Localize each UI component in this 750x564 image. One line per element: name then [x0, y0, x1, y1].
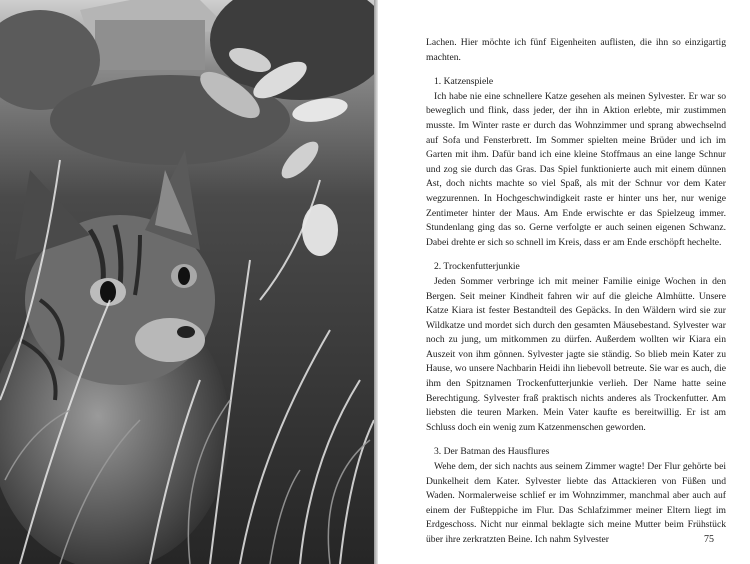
intro-paragraph: Lachen. Hier möchte ich fünf Eigenheiten auflisten, die ihn so einzigartig machten.	[426, 37, 726, 63]
section-heading: 2. Trockenfutterjunkie	[434, 261, 520, 273]
section-paragraph: Ich habe nie eine schnellere Katze gesehen als meinen Sylvester. Er war so beweglich und flink, dass jeder, der ihn in Aktion erlebte, mir zustimmen musste. Im Winter raste er durch das Wohnzimmer und sprang abwechselnd auf Sofa und Fensterbrett. Im Sommer spielten meine Brüder und ich im Garten mit ihm. Dafür band ich eine kleine Stoffmaus an eine lange Schnur und zog sie durch das Gras. Das Spiel funktionierte auch mit einem dünnen Ast, doch nichts machte so viel Spaß, als mit der Schnur vor dem Kater wegzurennen. In Hochgeschwindigkeit raste er hinter uns her, nur wenige Zentimeter hinter der Maus. Am Ende erwischte er das Spielzeug immer. Stundenlang ging das so. Gerne verfolgte er auch seinen eigenen Schwanz. Dabei drehte er sich so schnell im Kreis, dass er am Ende erschöpft hechelte.	[426, 90, 726, 248]
cat-photo-image	[0, 0, 374, 564]
page-number: 75	[704, 534, 714, 545]
section-paragraph: Jeden Sommer verbringe ich mit meiner Familie einige Wochen in den Bergen. Seit meiner Kindheit fahren wir auf die gleiche Almhütte. Unsere Katze Kiara ist fester Bestandteil des Gepäcks. In den Wäldern wird sie zur Wildkatze und mordet sich durch den gesamten Mäusebestand. Sylvester war noch zu jung, um mitkommen zu dürfen. Außerdem wollten wir Kiara ein Auszeit von ihm gönnen. Sylvester jagte sie ständig. So blieb mein Kater zu Hause, wo unsere Nachbarin Heidi ihn liebevoll betreute. Sie war es auch, die ihm den Spitznamen Trockenfutterjunkie verlieh. Der Name hatte seine Berechtigung. Sylvester fraß praktisch nichts anderes als Trockenfutter. Am liebsten die teuren Marken. Mein Vater kaufte es bereitwillig. Er ist am Schluss doch ein wenig zum Katzenmenschen geworden.	[426, 275, 726, 433]
body-text	[426, 36, 726, 548]
cat-photo	[0, 0, 374, 564]
text-page	[378, 0, 750, 564]
section-heading: 1. Katzenspiele	[434, 76, 494, 88]
section-paragraph: Wehe dem, der sich nachts aus seinem Zimmer wagte! Der Flur gehörte bei Dunkelheit dem Kater. Sylvester liebte das Attackieren von Füßen und Waden. Normalerweise schlief er im Wohnzimmer, manchmal aber auch auf einem der Fußteppiche im Flur. Das Schlafzimmer meiner Eltern liegt im Erdgeschoss. Nicht nur einmal beklagte sich meine Mutter beim Frühstück über ihre zerkratzten Beine. Ich nahm Sylvester	[426, 461, 726, 545]
section-heading: 3. Der Batman des Hausflures	[434, 446, 550, 458]
